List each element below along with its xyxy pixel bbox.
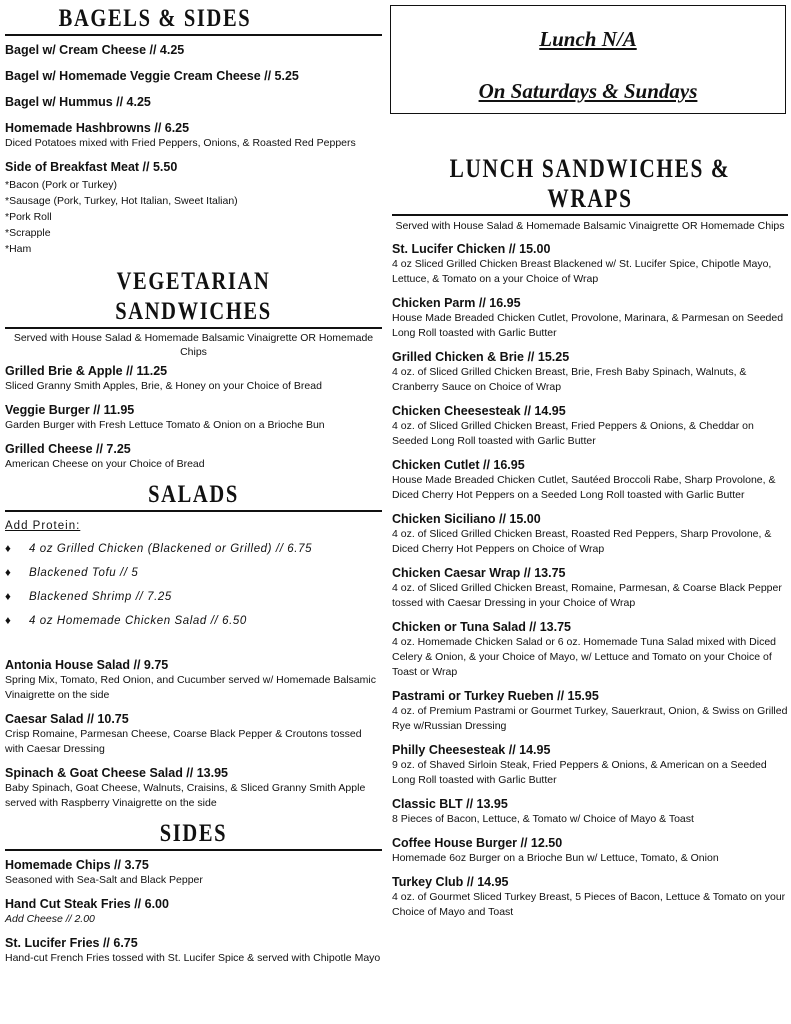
menu-item [392, 295, 788, 341]
item-description: 4 oz Sliced Grilled Chicken Breast Blackened w/ St. Lucifer Spice, Chipotle Mayo, Lettuce, & Tomato on a your Choice of Wrap [392, 258, 772, 285]
menu-item [392, 619, 788, 680]
section-subtitle: Served with House Salad & Homemade Balsamic Vinaigrette OR Homemade Chips [395, 220, 785, 232]
menu-item [392, 688, 788, 734]
item-name: Veggie Burger // 11.95 [5, 403, 135, 417]
right-column [392, 154, 788, 928]
menu-item [5, 711, 382, 757]
list-item: *Ham [5, 243, 32, 255]
menu-item [5, 94, 382, 110]
weekend-notice-box [390, 5, 786, 114]
menu-item [5, 402, 382, 433]
menu-item [392, 835, 788, 866]
item-name: Grilled Chicken & Brie // 15.25 [392, 350, 570, 364]
item-description: Diced Potatoes mixed with Fried Peppers, Onions, & Roasted Red Peppers [5, 137, 356, 149]
menu-item [5, 363, 382, 394]
diamond-bullet-icon: ♦ [5, 615, 12, 627]
item-description: 4 oz. of Gourmet Sliced Turkey Breast, 5 Pieces of Bacon, Lettuce & Tomato on your Choice of Mayo and Toast [392, 891, 786, 918]
item-name: Homemade Hashbrowns // 6.25 [5, 121, 190, 135]
divider [5, 849, 382, 851]
item-description: House Made Breaded Chicken Cutlet, Provolone, Marinara, & Parmesan on Seeded Long Roll toasted with Garlic Butter [392, 312, 784, 339]
menu-item [392, 565, 788, 611]
vegetarian-section [5, 267, 382, 472]
divider [5, 327, 382, 329]
item-description: Homemade 6oz Burger on a Brioche Bun w/ Lettuce, Tomato, & Onion [392, 852, 719, 864]
menu-item [5, 765, 382, 811]
menu-item [5, 68, 382, 84]
item-name: Classic BLT // 13.95 [392, 797, 508, 811]
menu-item [5, 441, 382, 472]
menu-item [392, 796, 788, 827]
salads-section [5, 480, 382, 811]
item-name: Chicken Cutlet // 16.95 [392, 458, 525, 472]
menu-item [392, 742, 788, 788]
item-name: Chicken Siciliano // 15.00 [392, 512, 541, 526]
item-description: American Cheese on your Choice of Bread [5, 458, 205, 470]
protein-text: 4 oz Homemade Chicken Salad // 6.50 [29, 615, 247, 627]
item-name: Philly Cheesesteak // 14.95 [392, 743, 551, 757]
protein-option [5, 613, 382, 629]
list-item: *Scrapple [5, 227, 51, 239]
menu-item [392, 403, 788, 449]
item-name: Bagel w/ Cream Cheese // 4.25 [5, 43, 185, 57]
item-name: Turkey Club // 14.95 [392, 875, 509, 889]
item-name: Caesar Salad // 10.75 [5, 712, 129, 726]
bagels-section [5, 0, 382, 257]
item-name: Pastrami or Turkey Rueben // 15.95 [392, 689, 599, 703]
diamond-bullet-icon: ♦ [5, 543, 12, 555]
menu-item [5, 657, 382, 703]
menu-item [392, 241, 788, 287]
protein-text: Blackened Tofu // 5 [29, 567, 139, 579]
item-name: Bagel w/ Homemade Veggie Cream Cheese // 5.25 [5, 69, 299, 83]
menu-item [5, 42, 382, 58]
protein-option [5, 541, 382, 557]
protein-text: 4 oz Grilled Chicken (Blackened or Grilled) // 6.75 [29, 543, 313, 555]
menu-item [392, 511, 788, 557]
sides-section [5, 819, 382, 966]
diamond-bullet-icon: ♦ [5, 567, 12, 579]
divider [5, 34, 382, 36]
item-name: Chicken Parm // 16.95 [392, 296, 521, 310]
item-description: 4 oz. of Sliced Grilled Chicken Breast, Roasted Red Peppers, Sharp Provolone, & Diced Cherry Hot Peppers on Choice of Wrap [392, 528, 772, 555]
item-name: Hand Cut Steak Fries // 6.00 [5, 897, 169, 911]
section-title-lunch: LUNCH SANDWICHES & WRAPS [449, 154, 731, 213]
add-protein-label: Add Protein: [5, 520, 81, 532]
section-title-bagels: BAGELS & SIDES [58, 5, 252, 32]
item-name: Chicken Cheesesteak // 14.95 [392, 404, 566, 418]
item-name: Chicken or Tuna Salad // 13.75 [392, 620, 571, 634]
item-name: Spinach & Goat Cheese Salad // 13.95 [5, 766, 229, 780]
breakfast-meat-list [5, 177, 382, 257]
item-description: Sliced Granny Smith Apples, Brie, & Honey on your Choice of Bread [5, 380, 322, 392]
item-name: Homemade Chips // 3.75 [5, 858, 149, 872]
item-name: Chicken Caesar Wrap // 13.75 [392, 566, 566, 580]
item-name: Bagel w/ Hummus // 4.25 [5, 95, 151, 109]
item-description: Crisp Romaine, Parmesan Cheese, Coarse Black Pepper & Croutons tossed with Caesar Dressing [5, 728, 362, 755]
list-item: *Pork Roll [5, 211, 52, 223]
item-description: Seasoned with Sea-Salt and Black Pepper [5, 874, 203, 886]
item-name: Grilled Brie & Apple // 11.25 [5, 364, 168, 378]
notice-line-1: Lunch N/A [539, 27, 637, 51]
left-column [5, 0, 382, 974]
item-description: Baby Spinach, Goat Cheese, Walnuts, Craisins, & Sliced Granny Smith Apple served with Raspberry Vinaigrette on the side [5, 782, 366, 809]
menu-item [5, 857, 382, 888]
menu-item [5, 896, 382, 927]
protein-text: Blackened Shrimp // 7.25 [29, 591, 172, 603]
list-item: *Bacon (Pork or Turkey) [5, 179, 118, 191]
divider [392, 214, 788, 216]
menu-item [392, 349, 788, 395]
menu-item [392, 874, 788, 920]
section-title-salads: SALADS [148, 481, 239, 508]
item-name: Coffee House Burger // 12.50 [392, 836, 563, 850]
item-name: Grilled Cheese // 7.25 [5, 442, 131, 456]
section-subtitle: Served with House Salad & Homemade Balsamic Vinaigrette OR Homemade Chips [13, 332, 374, 358]
item-description: 8 Pieces of Bacon, Lettuce, & Tomato w/ Choice of Mayo & Toast [392, 813, 694, 825]
item-description: Spring Mix, Tomato, Red Onion, and Cucumber served w/ Homemade Balsamic Vinaigrette on the side [5, 674, 376, 701]
list-item: *Sausage (Pork, Turkey, Hot Italian, Sweet Italian) [5, 195, 238, 207]
item-description: Hand-cut French Fries tossed with St. Lucifer Spice & served with Chipotle Mayo [5, 952, 381, 964]
divider [5, 510, 382, 512]
menu-item [5, 120, 382, 151]
section-title-sides: SIDES [159, 820, 228, 847]
item-description: 4 oz. of Premium Pastrami or Gourmet Turkey, Sauerkraut, Onion, & Swiss on Grilled Rye w/Russian Dressing [392, 705, 788, 732]
protein-option [5, 565, 382, 581]
item-description: Add Cheese // 2.00 [5, 913, 95, 925]
notice-line-2: On Saturdays & Sundays [478, 79, 698, 103]
item-description: 4 oz. of Sliced Grilled Chicken Breast, Brie, Fresh Baby Spinach, Walnuts, & Cranberry Sauce on Choice of Wrap [392, 366, 747, 393]
protein-option [5, 589, 382, 605]
item-description: House Made Breaded Chicken Cutlet, Sautéed Broccoli Rabe, Sharp Provolone, & Diced Cherry Hot Peppers on a Seeded Long Roll toasted with Garlic Butter [392, 474, 776, 501]
menu-item [392, 457, 788, 503]
item-name: Antonia House Salad // 9.75 [5, 658, 169, 672]
item-description: 9 oz. of Shaved Sirloin Steak, Fried Peppers & Onions, & American on a Seeded Long Roll toasted with Garlic Butter [392, 759, 767, 786]
item-name: Side of Breakfast Meat // 5.50 [5, 160, 178, 174]
menu-item [5, 159, 382, 175]
item-description: Garden Burger with Fresh Lettuce Tomato & Onion on a Brioche Bun [5, 419, 325, 431]
item-description: 4 oz. Homemade Chicken Salad or 6 oz. Homemade Tuna Salad mixed with Diced Celery & Onion, & your Choice of Mayo, w/ Lettuce and Tomato on your Choice of Toast or Wrap [392, 636, 777, 678]
diamond-bullet-icon: ♦ [5, 591, 12, 603]
item-name: St. Lucifer Fries // 6.75 [5, 936, 138, 950]
item-name: St. Lucifer Chicken // 15.00 [392, 242, 551, 256]
section-title-vegetarian: VEGETARIAN SANDWICHES [115, 268, 272, 325]
item-description: 4 oz. of Sliced Grilled Chicken Breast, Fried Peppers & Onions, & Cheddar on Seeded Long Roll toasted with Garlic Butter [392, 420, 754, 447]
menu-item [5, 935, 382, 966]
item-description: 4 oz. of Sliced Grilled Chicken Breast, Romaine, Parmesan, & Coarse Black Pepper tossed with Caesar Dressing in your Choice of Wrap [392, 582, 782, 609]
